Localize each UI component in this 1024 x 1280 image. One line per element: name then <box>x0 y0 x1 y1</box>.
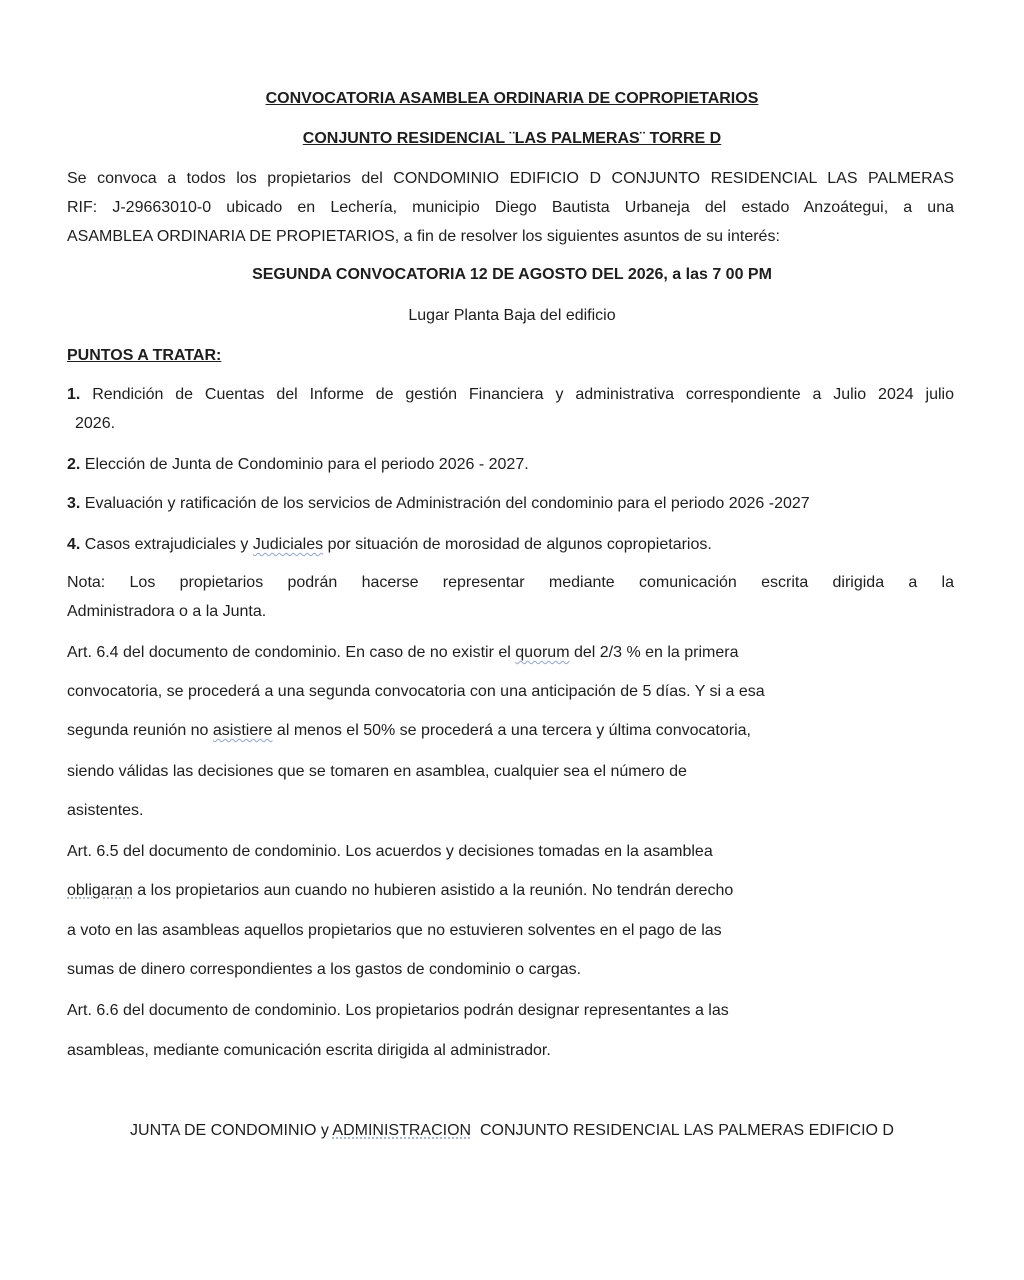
agenda-item-continuation: 2026. <box>75 415 116 432</box>
meeting-date: SEGUNDA CONVOCATORIA 12 DE AGOSTO DEL 2026, a las 7 00 PM <box>252 266 772 283</box>
article-line: asambleas, mediante comunicación escrita dirigida al administrador. <box>67 1042 551 1059</box>
agenda-item-text: Elección de Junta de Condominio para el periodo 2026 - 2027. <box>84 456 529 473</box>
article-line: asistentes. <box>67 802 144 819</box>
agenda-item-number: 1. <box>67 386 81 403</box>
article-text: del 2/3 % en la primera <box>569 644 739 661</box>
spellcheck-word: obligaran <box>67 882 133 899</box>
spellcheck-word: quorum <box>515 644 570 661</box>
article-line: sumas de dinero correspondientes a los gastos de condominio o cargas. <box>67 961 582 978</box>
agenda-item <box>67 494 810 514</box>
article-line: a voto en las asambleas aquellos propietarios que no estuvieren solventes en el pago de las <box>67 922 722 939</box>
article-line: Art. 6.5 del documento de condominio. Los acuerdos y decisiones tomadas en la asamblea <box>67 843 713 860</box>
nota-line: Administradora o a la Junta. <box>67 603 267 620</box>
agenda-item-text: Casos extrajudiciales y <box>84 536 253 553</box>
agenda-item-number: 4. <box>67 536 81 553</box>
article-text: a los propietarios aun cuando no hubieren asistido a la reunión. No tendrán derecho <box>132 882 734 899</box>
agenda-item <box>67 535 712 555</box>
article-line <box>67 721 751 741</box>
article-text: segunda reunión no <box>67 722 213 739</box>
document-subtitle: CONJUNTO RESIDENCIAL ¨LAS PALMERAS¨ TORRE D <box>302 130 722 147</box>
article-line: siendo válidas las decisiones que se tomaren en asamblea, cualquier sea el número de <box>67 763 687 780</box>
nota-line: Nota: Los propietarios podrán hacerse representar mediante comunicación escrita dirigida a la <box>67 574 954 591</box>
signature-line <box>0 1121 1024 1141</box>
agenda-item-text: por situación de morosidad de algunos copropietarios. <box>323 536 712 553</box>
document-title: CONVOCATORIA ASAMBLEA ORDINARIA DE COPROPIETARIOS <box>265 90 759 107</box>
intro-line: RIF: J-29663010-0 ubicado en Lechería, municipio Diego Bautista Urbaneja del estado Anzoátegui, a una <box>67 199 954 216</box>
meeting-place: Lugar Planta Baja del edificio <box>408 307 616 324</box>
signature-text: CONJUNTO RESIDENCIAL LAS PALMERAS EDIFICIO D <box>471 1122 894 1139</box>
article-line: convocatoria, se procederá a una segunda convocatoria con una anticipación de 5 días. Y si a esa <box>67 683 765 700</box>
intro-line: Se convoca a todos los propietarios del CONDOMINIO EDIFICIO D CONJUNTO RESIDENCIAL LAS PALMERAS <box>67 170 954 187</box>
agenda-heading: PUNTOS A TRATAR: <box>67 347 222 364</box>
signature-text: JUNTA DE CONDOMINIO y <box>130 1122 333 1139</box>
agenda-item <box>67 385 954 405</box>
spellcheck-word: Judiciales <box>252 536 324 553</box>
agenda-item <box>67 455 529 475</box>
spellcheck-word: asistiere <box>212 722 273 739</box>
article-line <box>67 881 733 901</box>
article-text: al menos el 50% se procederá a una tercera y última convocatoria, <box>272 722 751 739</box>
article-line <box>67 643 739 663</box>
article-line: Art. 6.6 del documento de condominio. Los propietarios podrán designar representantes a las <box>67 1002 729 1019</box>
article-text: Art. 6.4 del documento de condominio. En caso de no existir el <box>67 644 516 661</box>
agenda-item-text: Evaluación y ratificación de los servicios de Administración del condominio para el periodo 2026 -2027 <box>84 495 810 512</box>
intro-line: ASAMBLEA ORDINARIA DE PROPIETARIOS, a fin de resolver los siguientes asuntos de su interés: <box>67 228 780 245</box>
agenda-item-number: 2. <box>67 456 81 473</box>
agenda-item-number: 3. <box>67 495 81 512</box>
agenda-item-text: Rendición de Cuentas del Informe de gestión Financiera y administrativa correspondiente a Julio 2024 julio <box>92 386 954 403</box>
spellcheck-word: ADMINISTRACION <box>332 1122 472 1139</box>
